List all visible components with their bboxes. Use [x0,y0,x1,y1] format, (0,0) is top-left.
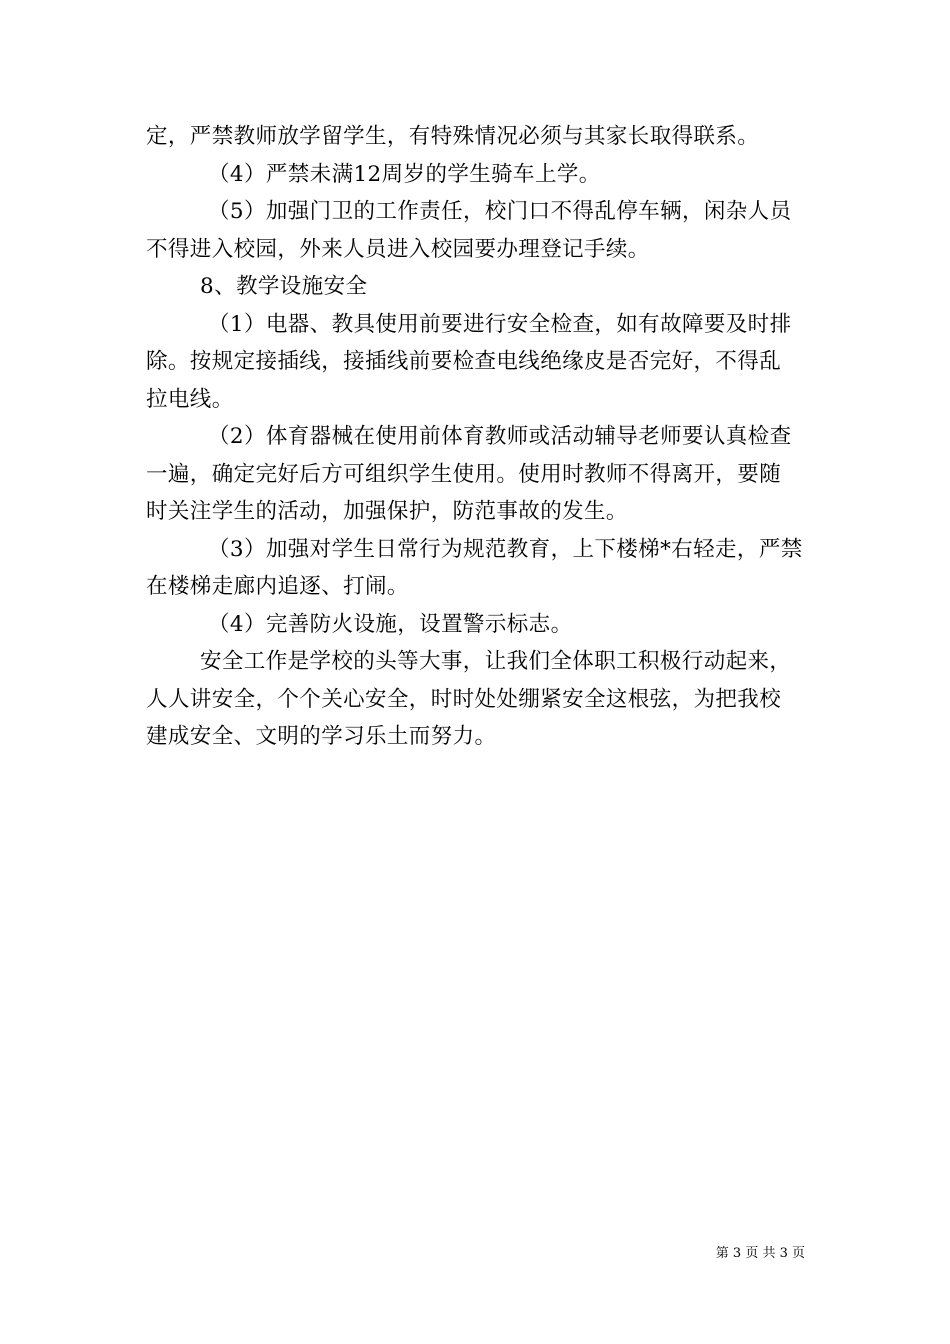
text-line: 拉电线。 [146,386,234,412]
text-line: 定，严禁教师放学留学生，有特殊情况必须与其家长取得联系。 [146,124,760,149]
text-line: 安全工作是学校的头等大事，让我们全体职工积极行动起来， [200,649,792,674]
text-line: 除。按规定接插线，接插线前要检查电线绝缘皮是否完好，不得乱 [146,349,782,374]
text-line: （5）加强门卫的工作责任，校门口不得乱停车辆，闲杂人员 [208,199,792,224]
text-line: 不得进入校园，外来人员进入校园要办理登记手续。 [146,236,650,262]
text-line: 时关注学生的活动，加强保护，防范事故的发生。 [146,499,628,524]
section-heading: 8、教学设施安全 [200,274,368,299]
text-line: （2）体育器械在使用前体育教师或活动辅导老师要认真检查 [208,424,792,449]
text-line: 人人讲安全，个个关心安全，时时处处绷紧安全这根弦，为把我校 [146,686,782,712]
text-line: （4）完善防火设施，设置警示标志。 [208,611,573,637]
text-line: 一遍，确定完好后方可组织学生使用。使用时教师不得离开，要随 [146,461,782,487]
text-line: （4）严禁未满12周岁的学生骑车上学。 [208,161,601,187]
text-line: 在楼梯走廊内追逐、打闹。 [146,574,409,599]
text-line: （3）加强对学生日常行为规范教育，上下楼梯*右轻走，严禁 [208,536,803,562]
text-line: 建成安全、文明的学习乐土而努力。 [146,724,497,749]
page-number-footer: 第 3 页 共 3 页 [715,1246,805,1261]
document-body [146,118,808,756]
text-line: （1）电器、教具使用前要进行安全检查，如有故障要及时排 [208,311,792,337]
